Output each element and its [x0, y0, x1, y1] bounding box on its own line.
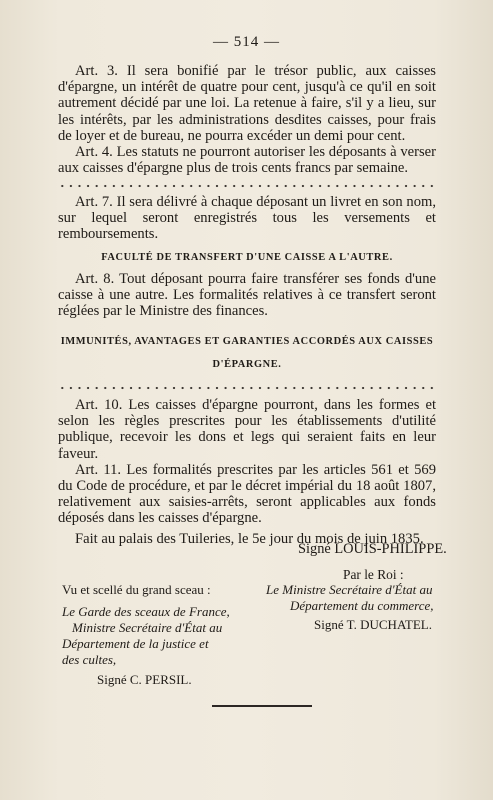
garde-des-sceaux-line3: Département de la justice et [62, 636, 209, 651]
section-heading-immunites: IMMUNITÉS, AVANTAGES ET GARANTIES ACCORDÉS AUX CAISSES [60, 336, 434, 347]
article-3: Art. 3. Il sera bonifié par le trésor public, aux caisses d'épargne, un intérêt de quatre pour cent, jusqu'à ce qu'il en soit autrement décidé par une loi. La retenue à faire, s'il y a lieu, sur les intérêts, par les administrations desdites caisses, pour frais de loyer et de bureau, ne pourra excéder un demi pour cent. [58, 63, 436, 144]
article-10: Art. 10. Les caisses d'épargne pourront, dans les formes et selon les règles prescrites pour les établissements d'utilité publique, recevoir les dons et legs qui seraient faits en leur faveur. [58, 397, 436, 462]
fait-au-palais: Fait au palais des Tuileries, le 5e jour du mois de juin 1835. [75, 530, 424, 547]
articles-block-1 [58, 63, 436, 176]
section-heading-immunites-line2: D'ÉPARGNE. [212, 359, 282, 370]
articles-block-2 [58, 194, 436, 243]
par-le-roi: Par le Roi : [343, 567, 404, 582]
vu-et-scelle: Vu et scellé du grand sceau : [62, 582, 211, 597]
garde-des-sceaux-line4: des cultes, [62, 652, 117, 667]
signature-king: Signé LOUIS-PHILIPPE. [298, 541, 447, 557]
garde-des-sceaux-line1: Le Garde des sceaux de France, [62, 604, 230, 619]
ellipsis-divider [58, 386, 436, 390]
articles-block-3 [58, 271, 436, 320]
article-4: Art. 4. Les statuts ne pourront autoriser les déposants à verser aux caisses d'épargne plus de trois cents francs par semaine. [58, 144, 436, 177]
signature-persil: Signé C. PERSIL. [97, 672, 192, 687]
section-heading-transfert: FACULTÉ DE TRANSFERT D'UNE CAISSE A L'AUTRE. [101, 252, 393, 263]
article-7: Art. 7. Il sera délivré à chaque déposant un livret en son nom, sur lequel seront enregistrés tous les versements et remboursements. [58, 194, 436, 243]
garde-des-sceaux-line2: Ministre Secrétaire d'État au [72, 620, 223, 635]
ellipsis-divider [58, 184, 436, 188]
signature-duchatel: Signé T. DUCHATEL. [314, 617, 432, 632]
end-rule [212, 705, 312, 707]
article-11: Art. 11. Les formalités prescrites par les articles 561 et 569 du Code de procédure, et par le décret impérial du 18 août 1807, relativement aux saisies-arrêts, seront applicables aux fonds déposés dans les caisses d'épargne. [58, 461, 436, 527]
articles-block-4 [58, 397, 436, 547]
commerce-minister-line1: Le Ministre Secrétaire d'État au [266, 582, 433, 597]
commerce-minister-line2: Département du commerce, [290, 598, 434, 613]
article-8: Art. 8. Tout déposant pourra faire transférer ses fonds d'une caisse à une autre. Les formalités relatives à ce transfert seront réglées par le Ministre des finances. [58, 271, 436, 320]
page-number: — 514 — [213, 34, 280, 50]
